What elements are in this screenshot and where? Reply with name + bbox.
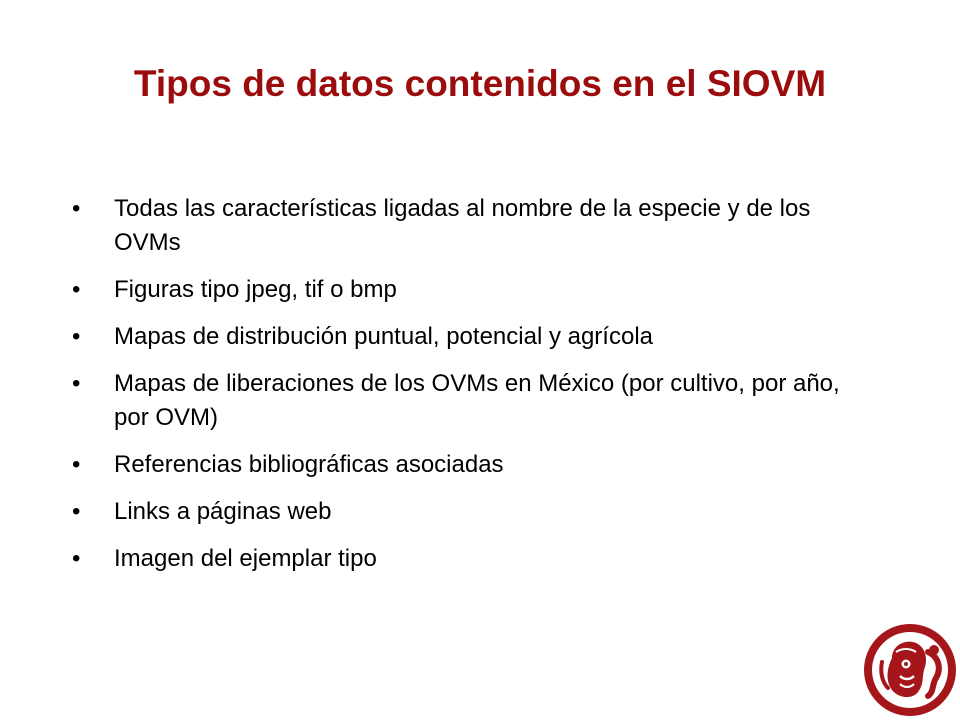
- bullet-text: Todas las características ligadas al nombre de la especie y de los OVMs: [114, 195, 811, 256]
- bullet-item: [72, 542, 872, 576]
- bullet-dot: •: [72, 276, 81, 303]
- bullet-dot: •: [72, 370, 81, 397]
- bullet-text: Figuras tipo jpeg, tif o bmp: [114, 276, 397, 303]
- bullet-item: [72, 320, 872, 354]
- bullet-list: [72, 192, 872, 589]
- bullet-dot: •: [72, 323, 81, 350]
- bullet-text: Links a páginas web: [114, 498, 332, 525]
- slide-title: Tipos de datos contenidos en el SIOVM: [133, 63, 827, 104]
- bullet-item: [72, 495, 872, 529]
- stylized-face-emblem-icon: [862, 622, 958, 718]
- bullet-dot: •: [72, 451, 81, 478]
- bullet-text: Imagen del ejemplar tipo: [114, 545, 377, 572]
- bullet-text: Mapas de distribución puntual, potencial y agrícola: [114, 323, 653, 350]
- bullet-item: [72, 273, 872, 307]
- bullet-dot: •: [72, 195, 81, 222]
- bullet-item: [72, 367, 872, 435]
- bullet-item: [72, 448, 872, 482]
- bullet-dot: •: [72, 545, 81, 572]
- bullet-text: Mapas de liberaciones de los OVMs en México (por cultivo, por año, por OVM): [114, 370, 840, 431]
- bullet-dot: •: [72, 498, 81, 525]
- bullet-item: [72, 192, 872, 260]
- bullet-text: Referencias bibliográficas asociadas: [114, 451, 504, 478]
